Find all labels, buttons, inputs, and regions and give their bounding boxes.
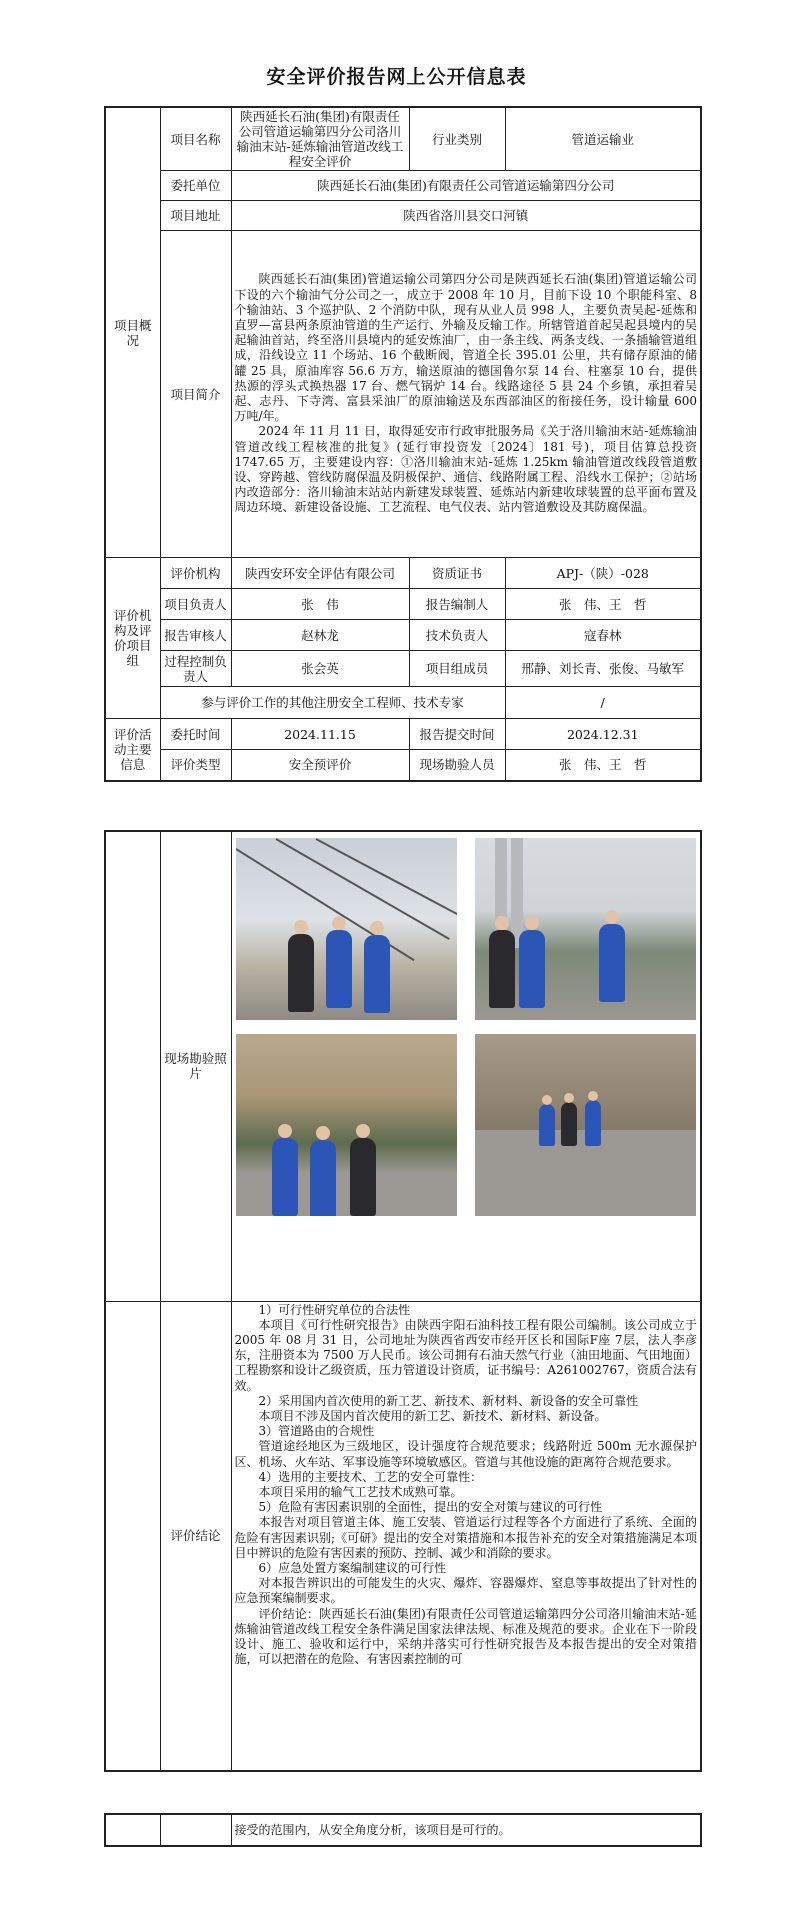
conclusion-paragraph: 管道途经地区为三级地区，设计强度符合规范要求；线路附近 500m 无水源保护区、机场、火车站、军事设施等环境敏感区。管道与其他设施的距离符合规范要求。 [234, 1439, 697, 1469]
conclusion-paragraph: 评价结论：陕西延长石油(集团)有限责任公司管道运输第四分公司洛川输油末站-延炼输油管道改线工程安全条件满足国家法律法规、标准及规范的要求。企业在下一阶段设计、施工、验收和运行中，采纳并落实可行性研究报告及本报告提出的安全对策措施，可以把潜在的危险、有害因素控制的可 [234, 1606, 697, 1667]
client-value: 陕西延长石油(集团)有限责任公司管道运输第四分公司 [231, 171, 701, 201]
section-team: 评价机构及评价项目组 [105, 558, 160, 719]
tech-value: 寇春林 [505, 620, 701, 651]
site-photo [475, 838, 696, 1020]
submit-time-value: 2024.12.31 [505, 719, 701, 750]
conclusion-paragraph: 5）危险有害因素识别的全面性，提出的安全对策与建议的可行性 [258, 1500, 603, 1515]
process-label: 过程控制负责人 [160, 651, 231, 687]
page-title: 安全评价报告网上公开信息表 [266, 66, 527, 88]
reviewer-label: 报告审核人 [160, 620, 231, 651]
cert-value: APJ-（陕）-028 [505, 558, 701, 589]
address-value: 陕西省洛川县交口河镇 [231, 201, 701, 231]
leader-label: 项目负责人 [160, 589, 231, 620]
survey-value: 张 伟、王 哲 [505, 750, 701, 781]
commission-time-label: 委托时间 [160, 719, 231, 750]
client-label: 委托单位 [160, 171, 231, 201]
submit-time-label: 报告提交时间 [409, 719, 505, 750]
site-photo [236, 838, 457, 1020]
conclusion-paragraph: 2）采用国内首次使用的新工艺、新技术、新材料、新设备的安全可靠性 [258, 1393, 639, 1408]
conclusion-paragraph: 3）管道路由的合规性 [258, 1424, 375, 1439]
conclusion-paragraph: 4）选用的主要技术、工艺的安全可靠性： [258, 1469, 483, 1484]
cert-label: 资质证书 [409, 558, 505, 589]
photo-grid [232, 832, 701, 1224]
agency-value: 陕西安环安全评估有限公司 [231, 558, 409, 589]
leader-value: 张 伟 [231, 589, 409, 620]
intro-paragraph: 2024 年 11 月 11 日，取得延安市行政审批服务局《关于洛川输油末站-延炼输油管道改线工程核准的批复》(延行审投资发〔2024〕181 号)，项目估算总投资 1747.65 万，主要建设内容：①洛川输油末站-延炼 1.25km 输油管道改线段管道敷设、穿跨越、管线防腐保温及阴极保护、通信、线路附属工程、沿线水工保护；②站场内改造部分：洛川输油末站站内新建发球装置、延炼站内新建收球装置的总平面布置及周边环境、新建设备设施、工艺流程、电气仪表、站内管道敷设及其防腐保温。 [234, 424, 697, 515]
industry-label: 行业类别 [409, 107, 505, 171]
type-label: 评价类型 [160, 750, 231, 781]
project-name-label: 项目名称 [160, 107, 231, 171]
intro-paragraph: 陕西延长石油(集团)管道运输公司第四分公司是陕西延长石油(集团)管道运输公司下设的六个输油气分公司之一，成立于 2008 年 10 月，目前下设 10 个职能科室、8 个输油站、3 个巡护队、2 个消防中队，现有从业人员 998 人，主要负责吴起-延炼和直罗—富县两条原油管道的生产运行、外输及反输工作。所辖管道首起吴起县境内的吴起输油首站，终至洛川县境内的延安炼油厂，由一条主线、两条支线、一条插输管道组成，沿线设立 11 个场站、16 个截断阀，管道全长 395.01 公里，共有储存原油的储罐 25 具，原油库容 56.6 万方，输送原油的德国鲁尔泵 14 台、柱塞泵 10 台，提供热源的浮头式换热器 17 台、燃气锅炉 14 台。线路途径 5 县 24 个乡镇，承担着吴起、志丹、下寺湾、富县采油厂的原油输送及东西部油区的衔接任务，设计输量 600 万吨/年。 [234, 272, 697, 424]
conclusion-paragraph: 本报告对项目管道主体、施工安装、管道运行过程等各个方面进行了系统、全面的危险有害因素识别;《可研》提出的安全对策措施和本报告补充的安全对策措施满足本项目中辨识的危险有害因素的预防、控制、减少和消除的要求。 [234, 1515, 697, 1560]
tech-label: 技术负责人 [409, 620, 505, 651]
project-name: 陕西延长石油(集团)有限责任公司管道运输第四分公司洛川输油末站-延炼输油管道改线工程安全评价 [231, 107, 409, 171]
conclusion-paragraph: 6）应急处置方案编制建议的可行性 [258, 1560, 447, 1575]
conclusion-body [231, 1301, 701, 1771]
experts-label: 参与评价工作的其他注册安全工程师、技术专家 [160, 687, 505, 719]
photos-label: 现场勘验照片 [160, 831, 231, 1301]
writer-value: 张 伟、王 哲 [505, 589, 701, 620]
survey-label: 现场勘验人员 [409, 750, 505, 781]
commission-time-value: 2024.11.15 [231, 719, 409, 750]
conclusion-continuation: 接受的范围内，从安全角度分析，该项目是可行的。 [231, 1814, 701, 1846]
industry-value: 管道运输业 [505, 107, 701, 171]
conclusion-paragraph: 对本报告辨识出的可能发生的火灾、爆炸、容器爆炸、窒息等事故提出了针对性的应急预案编制要求。 [234, 1576, 697, 1606]
project-intro [231, 231, 701, 558]
conclusion-table [104, 830, 702, 1772]
conclusion-paragraph: 本项目《可行性研究报告》由陕西宇阳石油科技工程有限公司编制。该公司成立于 2005 年 08 月 31 日，公司地址为陕西省西安市经开区长和国际F座 7层，法人李彦东，注册资本为 7500 万人民币。该公司拥有石油天然气行业（油田地面、气田地面）工程勘察和设计乙级资质，压力管道设计资质，证书编号：A261002767，资质合法有效。 [234, 1317, 697, 1393]
site-photo [236, 1034, 457, 1216]
members-value: 邢静、刘长青、张俊、马敏军 [505, 651, 701, 687]
section-activity: 评价活动主要信息 [105, 719, 160, 781]
reviewer-value: 赵林龙 [231, 620, 409, 651]
process-value: 张会英 [231, 651, 409, 687]
section-overview: 项目概况 [105, 107, 160, 558]
type-value: 安全预评价 [231, 750, 409, 781]
site-photo [475, 1034, 696, 1216]
conclusion-label: 评价结论 [160, 1301, 231, 1771]
intro-label: 项目简介 [160, 231, 231, 558]
experts-value: / [505, 687, 701, 719]
conclusion-paragraph: 本项目采用的输气工艺技术成熟可靠。 [258, 1484, 463, 1499]
info-table [104, 106, 702, 782]
conclusion-paragraph: 1）可行性研究单位的合法性 [258, 1302, 411, 1317]
conclusion-paragraph: 本项目不涉及国内首次使用的新工艺、新技术、新材料、新设备。 [258, 1408, 607, 1423]
address-label: 项目地址 [160, 201, 231, 231]
agency-label: 评价机构 [160, 558, 231, 589]
continuation-table [104, 1813, 702, 1847]
members-label: 项目组成员 [409, 651, 505, 687]
writer-label: 报告编制人 [409, 589, 505, 620]
